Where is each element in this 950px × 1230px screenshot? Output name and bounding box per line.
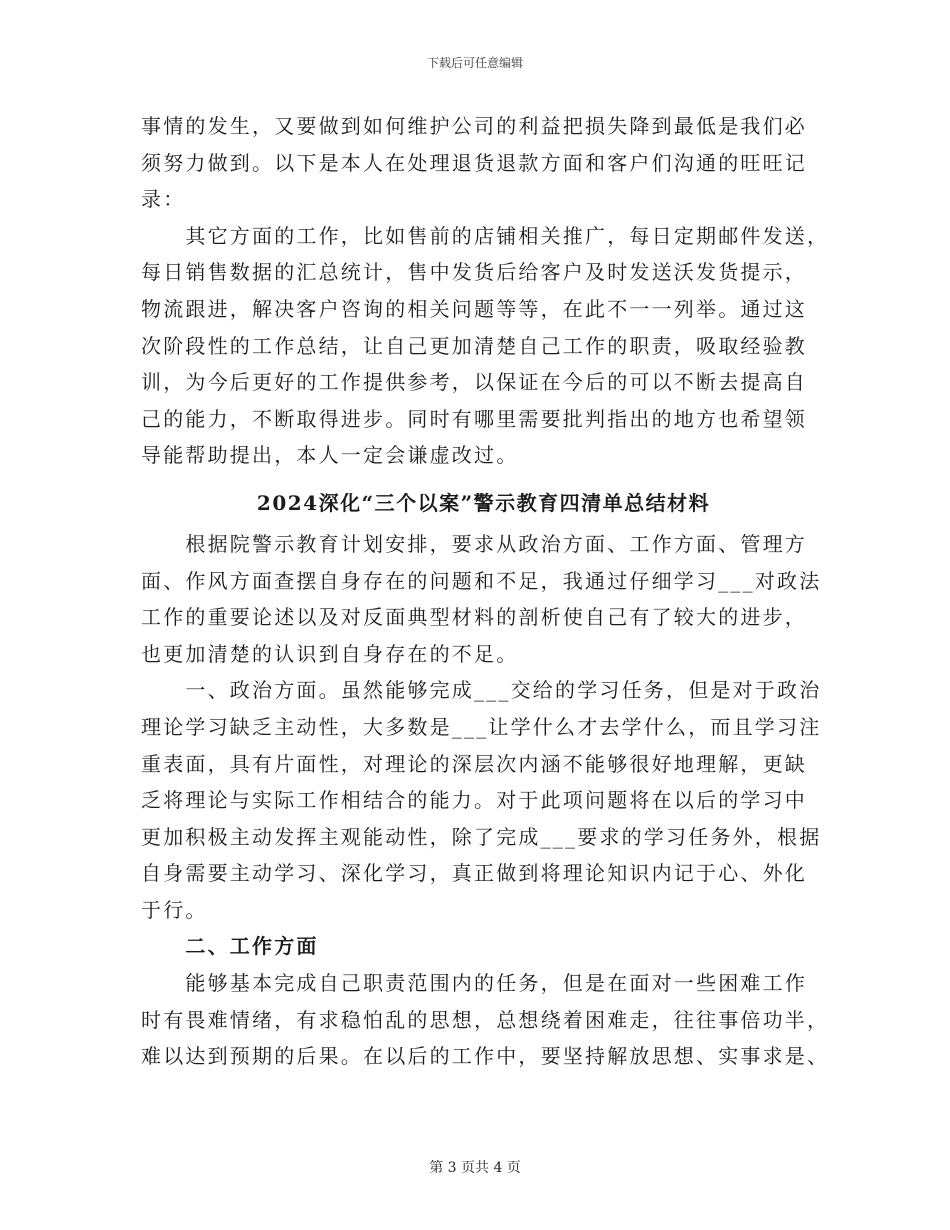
text-line: 乏将理论与实际工作相结合的能力。对于此项问题将在以后的学习中 <box>141 788 807 813</box>
text-line: 其它方面的工作，比如售前的店铺相关推广，每日定期邮件发送， <box>141 223 830 248</box>
text-line: 录： <box>141 187 186 212</box>
text-line: 自身需要主动学习、深化学习，真正做到将理论知识内记于心、外化 <box>141 861 807 886</box>
text-line: 更加积极主动发挥主观能动性，除了完成___要求的学习任务外，根据 <box>141 824 822 849</box>
text-line: 物流跟进，解决客户咨询的相关问题等等，在此不一一列举。通过这 <box>141 296 807 321</box>
paragraph-block-3 <box>141 965 830 1075</box>
text-line: 理论学习缺乏主动性，大多数是___让学什么才去学什么，而且学习注 <box>141 714 822 739</box>
text-line: 训，为今后更好的工作提供参考，以保证在今后的可以不断去提高自 <box>141 370 807 395</box>
text-line: 难以达到预期的后果。在以后的工作中，要坚持解放思想、实事求是、 <box>141 1044 830 1069</box>
text-line: 也更加清楚的认识到自身存在的不足。 <box>141 641 519 666</box>
text-line: 根据院警示教育计划安排，要求从政治方面、工作方面、管理方 <box>141 531 807 556</box>
text-line: 须努力做到。以下是本人在处理退货退款方面和客户们沟通的旺旺记 <box>141 150 807 175</box>
text-line: 重表面，具有片面性，对理论的深层次内涵不能够很好地理解，更缺 <box>141 751 807 776</box>
text-line: 己的能力，不断取得进步。同时有哪里需要批判指出的地方也希望领 <box>141 406 807 431</box>
document-body <box>141 108 830 1075</box>
text-line: 每日销售数据的汇总统计，售中发货后给客户及时发送沃发货提示， <box>141 260 807 285</box>
text-line: 一、政治方面。虽然能够完成___交给的学习任务，但是对于政治 <box>141 678 822 703</box>
text-line: 工作的重要论述以及对反面典型材料的剖析使自己有了较大的进步， <box>141 605 807 630</box>
text-line: 能够基本完成自己职责范围内的任务，但是在面对一些困难工作 <box>141 971 807 996</box>
text-line: 时有畏难情绪，有求稳怕乱的思想，总想绕着困难走，往往事倍功半， <box>141 1007 830 1032</box>
page-header: 下载后可任意编辑 <box>426 56 523 70</box>
paragraph-block-1 <box>141 108 830 474</box>
text-line: 导能帮助提出，本人一定会谦虚改过。 <box>141 443 519 468</box>
document-title: 2024深化“三个以案”警示教育四清单总结材料 <box>256 490 711 515</box>
text-line: 事情的发生，又要做到如何维护公司的利益把损失降到最低是我们必 <box>141 114 807 138</box>
text-line: 于行。 <box>141 897 208 922</box>
paragraph-block-2 <box>141 526 826 929</box>
text-line: 次阶段性的工作总结，让自己更加清楚自己工作的职责，吸取经验教 <box>141 333 807 358</box>
section-heading: 二、工作方面 <box>141 934 319 959</box>
page-footer: 第 3 页共 4 页 <box>429 1160 521 1176</box>
text-line: 面、作风方面查摆自身存在的问题和不足，我通过仔细学习___对政法 <box>141 568 822 593</box>
